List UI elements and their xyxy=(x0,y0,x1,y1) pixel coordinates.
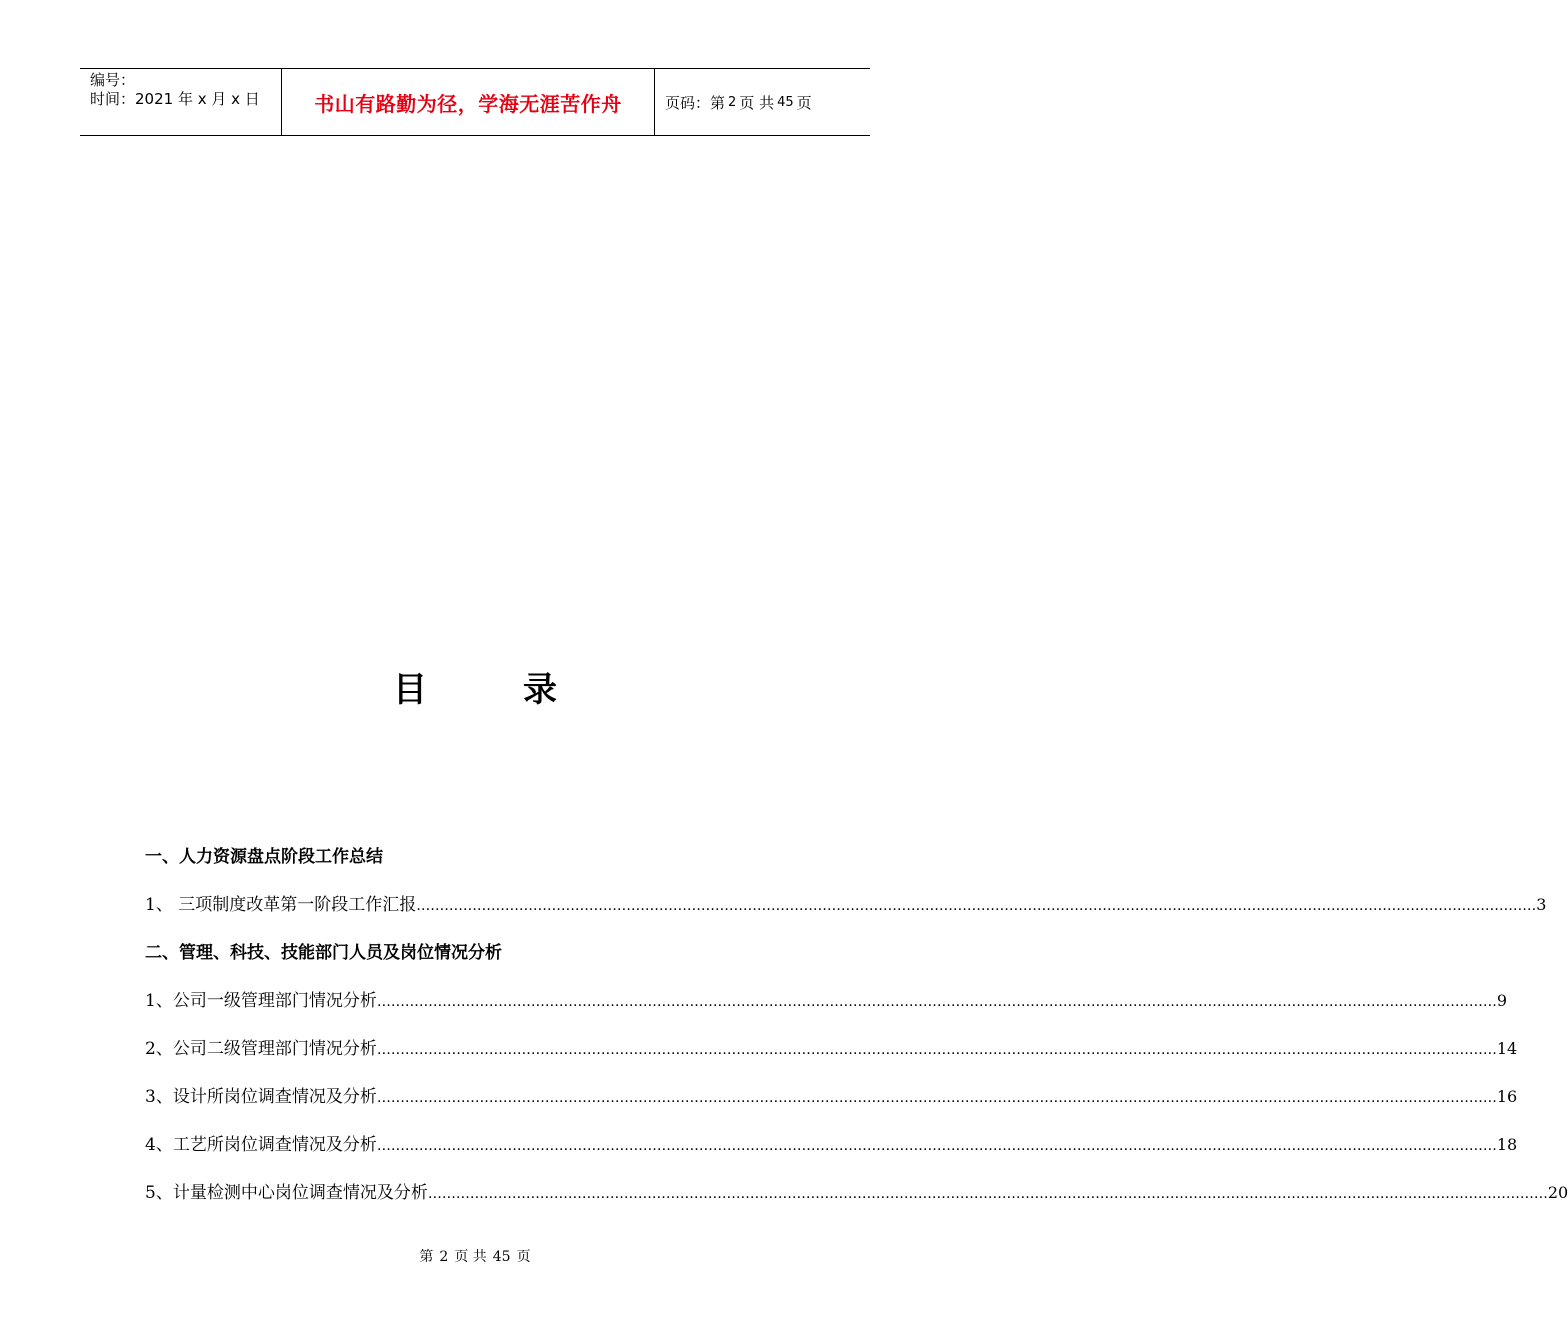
document-date: 时间：2021 年 x 月 x 日 xyxy=(90,90,260,108)
document-header xyxy=(80,68,870,136)
toc-entry-page: 14 xyxy=(1496,1039,1518,1058)
footer-page-total: 45 xyxy=(492,1249,511,1265)
toc-entry-page: 20 xyxy=(1547,1183,1568,1202)
toc-entry-label: 3、设计所岗位调查情况及分析 xyxy=(145,1087,377,1107)
toc-entry-leader: …………………………………………………………………………………………………………………………………………………………………………………………………………………… xyxy=(376,994,1497,1010)
toc-section-heading: 二、管理、科技、技能部门人员及岗位情况分析 xyxy=(145,943,502,963)
toc-entry-page: 3 xyxy=(1536,895,1547,914)
header-page-mid: 页 共 xyxy=(739,93,775,112)
toc-entry-label: 1、 三项制度改革第一阶段工作汇报 xyxy=(145,895,417,915)
toc-entry[interactable] xyxy=(145,886,1547,934)
toc-entry[interactable] xyxy=(145,982,1508,1030)
toc-title-char-2: 录 xyxy=(523,670,557,710)
toc-entry-label: 2、公司二级管理部门情况分析 xyxy=(145,1039,377,1059)
toc-entry[interactable] xyxy=(145,1030,1518,1078)
footer-prefix: 第 xyxy=(419,1249,434,1265)
footer-page-current: 2 xyxy=(439,1249,449,1265)
toc-entry-page: 18 xyxy=(1496,1135,1518,1154)
toc-entry[interactable] xyxy=(145,1174,1568,1222)
toc-entry-leader: …………………………………………………………………………………………………………………………………………………………………………………………………………………… xyxy=(376,1042,1497,1058)
header-page-prefix: 页码：第 xyxy=(665,93,726,112)
toc-entry-leader: …………………………………………………………………………………………………………………………………………………………………………………………………………………… xyxy=(416,898,1537,914)
toc-entry-label: 1、公司一级管理部门情况分析 xyxy=(145,991,377,1011)
document-number-label: 编号： xyxy=(90,71,136,89)
toc-title xyxy=(0,662,950,711)
header-motto-cell xyxy=(282,69,655,135)
toc-entry-label: 5、计量检测中心岗位调查情况及分析 xyxy=(145,1183,428,1203)
header-page-suffix: 页 xyxy=(796,93,812,112)
toc-section-heading: 一、人力资源盘点阶段工作总结 xyxy=(145,847,383,867)
toc-entry-page: 9 xyxy=(1496,991,1508,1010)
table-of-contents xyxy=(145,838,1568,1222)
toc-entry-label: 4、工艺所岗位调查情况及分析 xyxy=(145,1135,377,1155)
header-motto: 书山有路勤为径，学海无涯苦作舟 xyxy=(314,91,622,116)
toc-entry-leader: …………………………………………………………………………………………………………………………………………………………………………………………………………………… xyxy=(427,1186,1548,1202)
header-meta-cell xyxy=(80,69,282,135)
toc-entry[interactable] xyxy=(145,1126,1518,1174)
toc-entry-page: 16 xyxy=(1496,1087,1518,1106)
header-page-current: 2 xyxy=(728,94,737,110)
toc-title-char-1: 目 xyxy=(393,670,427,710)
toc-entry[interactable] xyxy=(145,1078,1518,1126)
toc-entry-leader: …………………………………………………………………………………………………………………………………………………………………………………………………………………… xyxy=(376,1138,1497,1154)
footer-mid: 页 共 xyxy=(454,1249,487,1265)
page-footer xyxy=(0,1246,950,1266)
toc-entry-leader: …………………………………………………………………………………………………………………………………………………………………………………………………………………… xyxy=(376,1090,1497,1106)
header-page-total: 45 xyxy=(777,94,794,110)
footer-suffix: 页 xyxy=(516,1249,531,1265)
header-page-cell xyxy=(655,69,870,135)
